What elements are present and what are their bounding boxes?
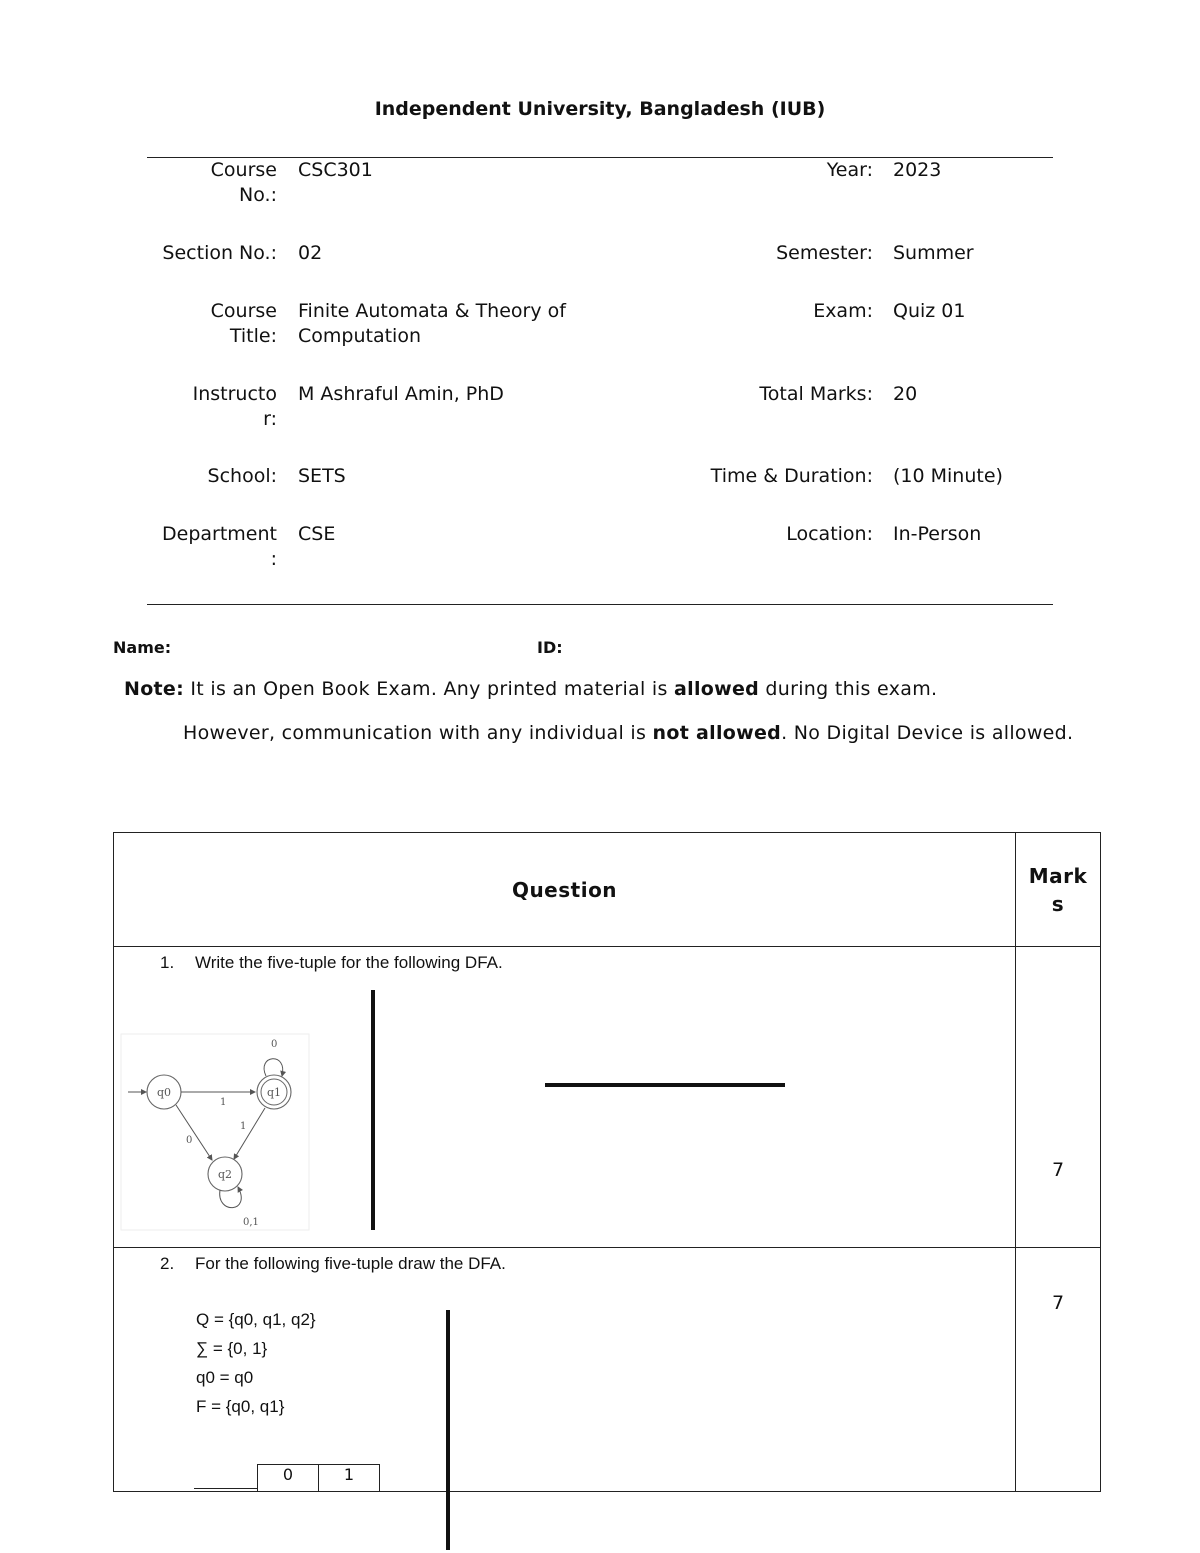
question-2-text: For the following five-tuple draw the DFA. bbox=[195, 1254, 506, 1273]
horizontal-bar bbox=[545, 1083, 785, 1087]
total-marks-label: Total Marks: bbox=[759, 383, 873, 405]
school-label: School: bbox=[207, 465, 277, 487]
university-title: Independent University, Bangladesh (IUB) bbox=[374, 98, 826, 120]
year-label: Year: bbox=[826, 159, 873, 181]
question-2-marks-cell bbox=[1016, 1248, 1101, 1492]
semester-label: Semester: bbox=[776, 242, 873, 264]
question-2-marks: 7 bbox=[1051, 1292, 1065, 1314]
question-1-number: 1. bbox=[160, 953, 175, 972]
course-no-label: Course No.: bbox=[210, 159, 277, 206]
loop-q1-label: 0 bbox=[271, 1039, 278, 1050]
transition-table-header bbox=[257, 1464, 380, 1492]
question-1-text: Write the five-tuple for the following DFA. bbox=[195, 953, 503, 972]
course-no-value: CSC301 bbox=[298, 159, 373, 181]
transition-col-0: 0 bbox=[258, 1465, 319, 1492]
total-marks-value: 20 bbox=[893, 383, 918, 405]
question-header: Question bbox=[511, 877, 618, 902]
id-label: ID: bbox=[537, 638, 563, 657]
course-title-value: Finite Automata & Theory of Computation bbox=[298, 300, 566, 347]
year-value: 2023 bbox=[893, 159, 942, 181]
course-title-label: Course Title: bbox=[210, 300, 277, 347]
exam-label: Exam: bbox=[813, 300, 873, 322]
five-tuple bbox=[196, 1305, 316, 1421]
instructor-label: Instructo r: bbox=[192, 383, 277, 430]
note-label: Note: bbox=[124, 678, 185, 700]
state-q0-label: q0 bbox=[156, 1086, 172, 1099]
department-label: Department : bbox=[162, 523, 277, 570]
exam-value: Quiz 01 bbox=[893, 300, 966, 322]
time-duration-value: (10 Minute) bbox=[893, 465, 1003, 487]
transition-table-stub bbox=[194, 1488, 258, 1489]
edge-q0-q2-label: 0 bbox=[186, 1135, 193, 1146]
semester-value: Summer bbox=[893, 242, 974, 264]
state-q2-label: q2 bbox=[217, 1168, 233, 1181]
question-2-number: 2. bbox=[160, 1254, 175, 1273]
name-label: Name: bbox=[113, 638, 172, 657]
note-line-2: However, communication with any individual is not allowed. No Digital Device is allowed. bbox=[183, 722, 1074, 744]
instructor-value: M Ashraful Amin, PhD bbox=[298, 383, 504, 405]
location-value: In-Person bbox=[893, 523, 982, 545]
marks-header: Marks bbox=[1028, 863, 1088, 916]
location-label: Location: bbox=[786, 523, 873, 545]
vertical-bar-1 bbox=[371, 990, 375, 1230]
edge-q0-q1-label: 1 bbox=[220, 1097, 227, 1108]
tuple-final: F = {q0, q1} bbox=[196, 1397, 285, 1416]
marks-header-cell bbox=[1016, 833, 1101, 947]
question-1-marks-cell bbox=[1016, 947, 1101, 1248]
question-1-marks: 7 bbox=[1051, 1159, 1065, 1181]
time-duration-label: Time & Duration: bbox=[710, 465, 873, 487]
transition-col-1: 1 bbox=[319, 1465, 380, 1492]
school-value: SETS bbox=[298, 465, 346, 487]
question-2-cell bbox=[114, 1248, 1016, 1492]
vertical-bar-2 bbox=[446, 1310, 450, 1550]
tuple-start: q0 = q0 bbox=[196, 1368, 254, 1387]
note-line-1: Note: It is an Open Book Exam. Any printed material is allowed during this exam. bbox=[124, 678, 938, 700]
header-rule-bottom bbox=[147, 604, 1053, 605]
tuple-alphabet: ∑ = {0, 1} bbox=[196, 1339, 268, 1358]
dfa-diagram bbox=[120, 1033, 310, 1231]
department-value: CSE bbox=[298, 523, 336, 545]
edge-q1-q2-label: 1 bbox=[240, 1121, 247, 1132]
state-q1-label: q1 bbox=[266, 1086, 282, 1099]
section-no-value: 02 bbox=[298, 242, 323, 264]
tuple-states: Q = {q0, q1, q2} bbox=[196, 1310, 316, 1329]
question-header-cell bbox=[114, 833, 1016, 947]
section-no-label: Section No.: bbox=[162, 242, 277, 264]
loop-q2-label: 0,1 bbox=[243, 1217, 259, 1228]
